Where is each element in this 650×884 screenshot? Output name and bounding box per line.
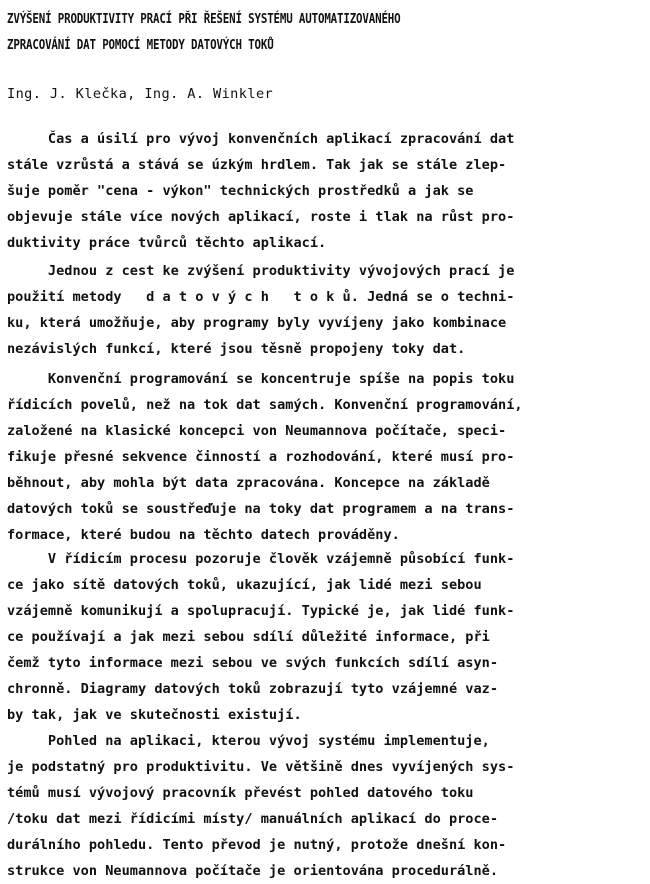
- text-line: založené na klasické koncepci von Neumannova počítače, speci-: [7, 423, 507, 439]
- text-line: fikuje přesné sekvence činností a rozhodování, které musí pro-: [7, 449, 515, 465]
- title-line: ZPRACOVÁNÍ DAT POMOCÍ METODY DATOVÝCH TOKŮ: [7, 38, 274, 53]
- text-line: formace, které budou na těchto datech prováděny.: [7, 527, 400, 543]
- text-line: Pohled na aplikaci, kterou vývoj systému implementuje,: [7, 733, 490, 749]
- text-line: ku, která umožňuje, aby programy byly vyvíjeny jako kombinace: [7, 315, 507, 331]
- text-line: ce používají a jak mezi sebou sdílí důležité informace, při: [7, 629, 490, 645]
- text-line: duktivity práce tvůrců těchto aplikací.: [7, 235, 327, 251]
- text-line: řídicích povelů, než na tok dat samých. Konvenční programování,: [7, 397, 523, 413]
- text-line: šuje poměr "cena - výkon" technických prostředků a jak se: [7, 183, 474, 199]
- text-line: je podstatný pro produktivitu. Ve většině dnes vyvíjených sys-: [7, 759, 515, 775]
- text-line: vzájemně komunikují a spolupracují. Typické je, jak lidé funk-: [7, 603, 515, 619]
- paragraph-5: [7, 728, 514, 884]
- text-line: Čas a úsilí pro vývoj konvenčních aplikací zpracování dat: [7, 131, 515, 147]
- text-line: /toku dat mezi řídicími místy/ manuálních aplikací do proce-: [7, 811, 499, 827]
- title-line: ZVÝŠENÍ PRODUKTIVITY PRACÍ PŘI ŘEŠENÍ SYSTÉMU AUTOMATIZOVANÉHO: [7, 12, 401, 27]
- text-line: strukce von Neumannova počítače je orientována procedurálně.: [7, 863, 499, 879]
- text-line: nezávislých funkcí, které jsou těsně propojeny toky dat.: [7, 341, 466, 357]
- text-line: durálního pohledu. Tento převod je nutný, protože dnešní kon-: [7, 837, 507, 853]
- text-line: Jednou z cest ke zvýšení produktivity vývojových prací je: [7, 263, 515, 279]
- text-line: stále vzrůstá a stává se úzkým hrdlem. Tak jak se stále zlep-: [7, 157, 507, 173]
- paragraph-2: [7, 258, 514, 362]
- paragraph-3: [7, 366, 523, 548]
- text-line: čemž tyto informace mezi sebou ve svých funkcích sdílí asyn-: [7, 655, 499, 671]
- text-line: V řídicím procesu pozoruje člověk vzájemně působící funk-: [7, 551, 515, 567]
- text-line: objevuje stále více nových aplikací, roste i tlak na růst pro-: [7, 209, 515, 225]
- text-line: datových toků se soustřeďuje na toky dat programem a na trans-: [7, 501, 515, 517]
- document-title: [7, 7, 532, 59]
- paragraph-1: [7, 126, 514, 256]
- text-line: běhnout, aby mohla být data zpracována. Koncepce na základě: [7, 475, 490, 491]
- text-line: by tak, jak ve skutečnosti existují.: [7, 707, 302, 723]
- text-line: témů musí vývojový pracovník převést pohled datového toku: [7, 785, 474, 801]
- text-line: chronně. Diagramy datových toků zobrazují tyto vzájemné vaz-: [7, 681, 499, 697]
- text-line: Konvenční programování se koncentruje spíše na popis toku: [7, 371, 515, 387]
- text-line: ce jako sítě datových toků, ukazující, jak lidé mezi sebou: [7, 577, 482, 593]
- authors-line: Ing. J. Klečka, Ing. A. Winkler: [7, 86, 274, 102]
- paragraph-4: [7, 546, 514, 728]
- text-line: použití metody d a t o v ý c h t o k ů. Jedná se o techni-: [7, 289, 515, 305]
